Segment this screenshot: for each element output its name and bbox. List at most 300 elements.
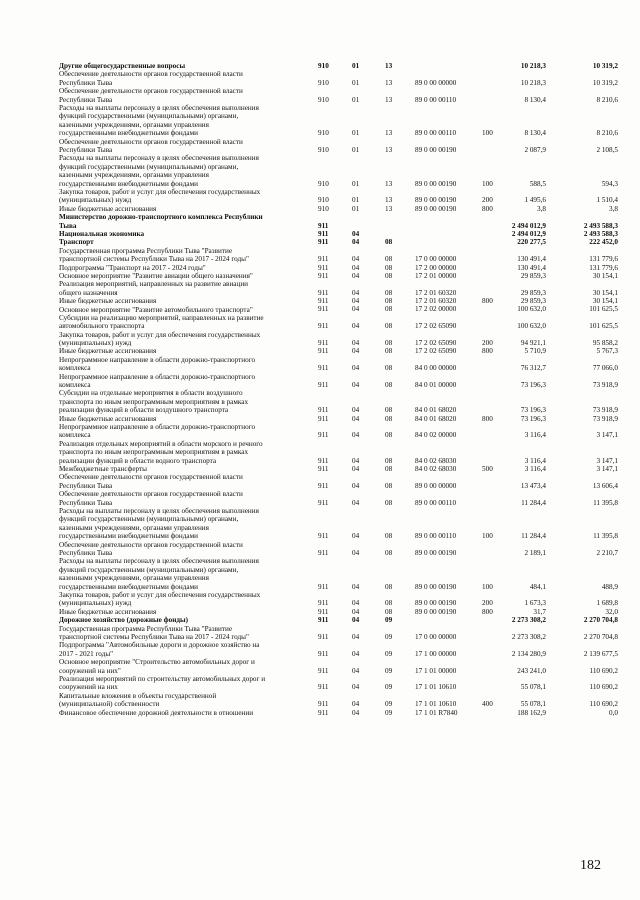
amount-year-1: 11 284,4 [521, 498, 546, 507]
row-description [59, 440, 311, 465]
subsection-code: 13 [385, 129, 393, 138]
subsection-code: 08 [385, 288, 393, 297]
table-row [0, 314, 640, 331]
subsection-code: 08 [385, 406, 393, 415]
amount-year-1: 100 632,0 [517, 322, 546, 331]
row-description-line: сооружений на них" [59, 666, 121, 675]
row-description [59, 347, 311, 355]
section-code: 04 [352, 616, 360, 625]
target-article-code: 84 0 02 68030 [415, 456, 457, 465]
amount-year-1: 3 116,4 [524, 465, 546, 474]
section-code: 04 [352, 632, 360, 641]
row-description [59, 188, 311, 205]
row-description-line: Другие общегосударственные вопросы [59, 62, 186, 70]
table-row [0, 347, 640, 355]
expense-type-code: 100 [482, 129, 493, 138]
row-description-line: Обеспечение деятельности органов государственной власти [59, 473, 243, 482]
department-code: 911 [318, 297, 329, 306]
amount-year-1: 55 078,1 [520, 700, 546, 709]
department-code: 911 [318, 381, 329, 390]
row-description-line: комплекса [59, 431, 91, 440]
expense-type-code: 800 [482, 297, 493, 306]
section-code: 04 [352, 700, 360, 709]
section-code: 04 [352, 339, 360, 348]
amount-year-2: 488,9 [601, 582, 618, 591]
expense-type-code: 500 [482, 465, 493, 474]
section-code: 04 [352, 288, 360, 297]
section-code: 04 [352, 481, 360, 490]
amount-year-2: 73 918,9 [592, 381, 618, 390]
row-description-line: Межбюджетные трансферты [59, 465, 147, 474]
amount-year-2: 131 779,6 [589, 255, 618, 264]
amount-year-2: 30 154,1 [592, 297, 618, 306]
table-row [0, 389, 640, 414]
amount-year-1: 10 218,3 [520, 78, 546, 87]
row-description-line: Реализация мероприятий по строительству автомобильных дорог и [59, 674, 266, 683]
subsection-code: 08 [385, 599, 393, 608]
target-article-code: 17 2 00 00000 [415, 263, 457, 272]
table-row [0, 331, 640, 348]
target-article-code: 17 1 01 00000 [415, 666, 457, 675]
row-description-line: транспорта по иным непрограммным мероприятиям в рамках [59, 397, 249, 406]
subsection-code: 13 [385, 179, 393, 188]
department-code: 911 [318, 288, 329, 297]
row-description-line: Непрограммное направление в области дорожно-транспортного [59, 355, 256, 364]
department-code: 911 [318, 221, 329, 230]
department-code: 911 [318, 708, 329, 717]
department-code: 910 [318, 179, 329, 188]
row-description-line: Капитальные вложения в объекты государственной [59, 691, 217, 700]
table-row [0, 625, 640, 642]
target-article-code: 84 0 00 00000 [415, 364, 457, 373]
amount-year-1: 2 189,1 [524, 549, 546, 557]
row-description [59, 641, 311, 658]
row-description-line: казенными учреждениями, органами управления [59, 120, 209, 129]
row-description-line: Иные бюджетные ассигнования [59, 297, 157, 306]
section-code: 04 [352, 582, 360, 591]
department-code: 911 [318, 364, 329, 373]
section-code: 04 [352, 406, 360, 415]
amount-year-2: 1 689,8 [596, 599, 618, 608]
department-code: 910 [318, 145, 329, 154]
row-description-line: Республики Тыва [59, 145, 113, 154]
row-description [59, 272, 311, 280]
row-description-line: Иные бюджетные ассигнования [59, 347, 157, 356]
subsection-code: 09 [385, 616, 393, 625]
row-description-line: Государственная программа Республики Тыва "Развитие [59, 246, 233, 255]
target-article-code: 89 0 00 00110 [415, 129, 457, 138]
row-description-line: Транспорт [59, 238, 94, 247]
amount-year-2: 8 210,6 [596, 95, 618, 104]
subsection-code: 13 [385, 145, 393, 154]
row-description-line: Тыва [59, 221, 77, 230]
row-description-line: Обеспечение деятельности органов государственной власти [59, 70, 243, 79]
amount-year-2: 2 139 677,5 [583, 649, 618, 658]
department-code: 911 [318, 700, 329, 709]
row-description [59, 70, 311, 87]
table-row [0, 415, 640, 423]
subsection-code: 08 [385, 364, 393, 373]
subsection-code: 13 [385, 95, 393, 104]
target-article-code: 89 0 00 00000 [415, 78, 457, 87]
row-description [59, 541, 311, 558]
row-description [59, 616, 311, 624]
table-row [0, 188, 640, 205]
department-code: 911 [318, 271, 329, 280]
subsection-code: 13 [385, 196, 393, 205]
row-description-line: Иные бюджетные ассигнования [59, 204, 157, 213]
row-description-line: комплекса [59, 364, 91, 373]
section-code: 01 [352, 145, 360, 154]
row-description-line: Расходы на выплаты персоналу в целях обеспечения выполнения [59, 557, 259, 566]
target-article-code: 89 0 00 00190 [415, 582, 457, 591]
row-description-line: реализации функций в области водного транспорта [59, 456, 217, 465]
row-description-line: 2017 - 2021 годы" [59, 649, 114, 658]
row-description [59, 62, 311, 70]
subsection-code: 09 [385, 683, 393, 692]
expense-type-code: 800 [482, 414, 493, 423]
department-code: 911 [318, 632, 329, 641]
section-code: 04 [352, 532, 360, 541]
row-description [59, 608, 311, 616]
amount-year-2: 110 690,2 [589, 666, 618, 675]
amount-year-2: 101 625,5 [589, 305, 618, 314]
row-description [59, 230, 311, 238]
section-code: 04 [352, 238, 360, 247]
row-description-line: Реализация отдельных мероприятий в области морского и речного [59, 439, 263, 448]
row-description-line: Финансовое обеспечение дорожной деятельности в отношении [59, 708, 254, 717]
row-description-line: функций государственными (муниципальными) органами, [59, 515, 239, 524]
amount-year-2: 8 210,6 [596, 129, 618, 138]
subsection-code: 09 [385, 649, 393, 658]
amount-year-1: 5 710,9 [524, 347, 546, 356]
row-description-line: Обеспечение деятельности органов государственной власти [59, 490, 243, 499]
amount-year-2: 32,0 [605, 607, 618, 616]
row-description [59, 423, 311, 440]
section-code: 01 [352, 204, 360, 213]
department-code: 911 [318, 607, 329, 616]
subsection-code: 13 [385, 78, 393, 87]
subsection-code: 13 [385, 61, 393, 70]
table-row [0, 616, 640, 624]
amount-year-1: 3 116,4 [524, 431, 546, 440]
table-row [0, 306, 640, 314]
row-description-line: транспортной системы Республики Тыва на 2017 - 2024 годы" [59, 632, 249, 641]
subsection-code: 08 [385, 582, 393, 591]
table-row [0, 641, 640, 658]
amount-year-1: 73 196,3 [520, 414, 546, 423]
amount-year-1: 3 116,4 [524, 456, 546, 465]
target-article-code: 17 2 01 60320 [415, 297, 457, 306]
row-description-line: Иные бюджетные ассигнования [59, 607, 157, 616]
table-row [0, 557, 640, 591]
row-description-line: Подпрограмма "Автомобильные дороги и дорожное хозяйство на [59, 641, 260, 650]
amount-year-2: 95 858,2 [592, 339, 618, 348]
subsection-code: 08 [385, 414, 393, 423]
section-code: 04 [352, 549, 360, 557]
row-description-line: Министерство дорожно-транспортного комплекса Республики [59, 213, 263, 222]
table-row [0, 104, 640, 138]
subsection-code: 08 [385, 381, 393, 390]
amount-year-1: 2 494 012,9 [511, 221, 546, 230]
row-description-line: государственными внебюджетными фондами [59, 179, 198, 188]
amount-year-2: 1 510,4 [596, 196, 618, 205]
amount-year-1: 2 273 308,2 [511, 616, 546, 625]
section-code: 04 [352, 364, 360, 373]
amount-year-2: 2 493 588,3 [583, 229, 618, 238]
table-row [0, 238, 640, 246]
row-description [59, 473, 311, 490]
amount-year-1: 2 087,9 [524, 145, 546, 154]
department-code: 911 [318, 456, 329, 465]
amount-year-2: 73 918,9 [592, 414, 618, 423]
target-article-code: 89 0 00 00190 [415, 196, 457, 205]
subsection-code: 08 [385, 339, 393, 348]
amount-year-2: 110 690,2 [589, 700, 618, 709]
table-row [0, 297, 640, 305]
row-description-line: Закупка товаров, работ и услуг для обеспечения государственных [59, 187, 261, 196]
row-description-line: Расходы на выплаты персоналу в целях обеспечения выполнения [59, 507, 259, 516]
department-code: 911 [318, 498, 329, 507]
row-description [59, 87, 311, 104]
table-row [0, 692, 640, 709]
row-description-line: Субсидии на реализацию мероприятий, направленных на развитие [59, 313, 264, 322]
amount-year-2: 10 319,2 [592, 61, 618, 70]
amount-year-2: 2 493 588,3 [583, 221, 618, 230]
row-description-line: (муниципальных) нужд [59, 196, 132, 205]
amount-year-1: 243 241,0 [517, 666, 546, 675]
row-description [59, 507, 311, 541]
subsection-code: 08 [385, 347, 393, 356]
target-article-code: 84 0 02 68030 [415, 465, 457, 474]
subsection-code: 09 [385, 632, 393, 641]
table-row [0, 356, 640, 373]
row-description-line: транспортной системы Республики Тыва на 2017 - 2024 годы" [59, 255, 249, 264]
row-description-line: Закупка товаров, работ и услуг для обеспечения государственных [59, 591, 261, 599]
department-code: 911 [318, 305, 329, 314]
expense-type-code: 100 [482, 532, 493, 541]
row-description-line: Республики Тыва [59, 481, 113, 490]
amount-year-1: 8 130,4 [524, 129, 546, 138]
amount-year-1: 1 495,6 [524, 196, 546, 205]
amount-year-1: 29 859,3 [520, 288, 546, 297]
section-code: 04 [352, 607, 360, 616]
target-article-code: 17 1 01 10610 [415, 683, 457, 692]
department-code: 911 [318, 616, 329, 625]
amount-year-1: 130 491,4 [517, 255, 546, 264]
row-description [59, 356, 311, 373]
row-description-line: автомобильного транспорта [59, 322, 145, 331]
row-description [59, 658, 311, 675]
amount-year-1: 55 078,1 [520, 683, 546, 692]
row-description-line: общего назначения [59, 288, 118, 297]
row-description-line: Республики Тыва [59, 95, 113, 104]
department-code: 910 [318, 129, 329, 138]
row-description-line: реализации функций в области воздушного транспорта [59, 406, 229, 415]
amount-year-1: 29 859,3 [520, 271, 546, 280]
row-description [59, 415, 311, 423]
department-code: 911 [318, 238, 329, 247]
section-code: 04 [352, 456, 360, 465]
expense-type-code: 200 [482, 196, 493, 205]
target-article-code: 17 0 00 00000 [415, 255, 457, 264]
row-description [59, 238, 311, 246]
target-article-code: 17 1 01 R7840 [415, 708, 458, 717]
department-code: 911 [318, 414, 329, 423]
row-description-line: Обеспечение деятельности органов государственной власти [59, 137, 243, 146]
table-row [0, 608, 640, 616]
department-code: 911 [318, 255, 329, 264]
row-description [59, 465, 311, 473]
amount-year-1: 31,7 [533, 607, 546, 616]
amount-year-2: 5 767,3 [596, 347, 618, 356]
amount-year-2: 77 066,0 [592, 364, 618, 373]
page-number: 182 [580, 858, 601, 873]
subsection-code: 08 [385, 549, 393, 557]
row-description [59, 264, 311, 272]
row-description [59, 373, 311, 390]
row-description-line: Расходы на выплаты персоналу в целях обеспечения выполнения [59, 103, 259, 112]
table-row [0, 541, 640, 558]
department-code: 911 [318, 666, 329, 675]
row-description-line: Закупка товаров, работ и услуг для обеспечения государственных [59, 330, 261, 339]
table-row [0, 213, 640, 230]
amount-year-1: 2 494 012,9 [511, 229, 546, 238]
department-code: 910 [318, 61, 329, 70]
amount-year-1: 10 218,3 [520, 61, 546, 70]
section-code: 04 [352, 708, 360, 717]
section-code: 04 [352, 599, 360, 608]
expense-type-code: 100 [482, 179, 493, 188]
department-code: 911 [318, 549, 329, 557]
amount-year-1: 73 196,3 [520, 406, 546, 415]
amount-year-2: 13 606,4 [592, 481, 618, 490]
row-description-line: Реализация мероприятий, направленных на развитие авиации [59, 280, 249, 289]
section-code: 04 [352, 322, 360, 331]
expense-type-code: 200 [482, 599, 493, 608]
department-code: 911 [318, 465, 329, 474]
section-code: 04 [352, 431, 360, 440]
table-row [0, 591, 640, 608]
section-code: 04 [352, 305, 360, 314]
row-description-line: Подпрограмма "Транспорт на 2017 - 2024 годы" [59, 263, 206, 272]
section-code: 04 [352, 297, 360, 306]
target-article-code: 89 0 00 00000 [415, 481, 457, 490]
department-code: 910 [318, 95, 329, 104]
section-code: 01 [352, 196, 360, 205]
section-code: 01 [352, 179, 360, 188]
table-row [0, 247, 640, 264]
section-code: 04 [352, 414, 360, 423]
target-article-code: 17 2 01 00000 [415, 271, 457, 280]
table-row [0, 709, 640, 717]
row-description-line: государственными внебюджетными фондами [59, 582, 198, 591]
table-row [0, 87, 640, 104]
row-description [59, 331, 311, 348]
row-description [59, 205, 311, 213]
row-description [59, 557, 311, 591]
expense-type-code: 800 [482, 204, 493, 213]
amount-year-2: 3,8 [609, 204, 618, 213]
row-description-line: Расходы на выплаты персоналу в целях обеспечения выполнения [59, 154, 259, 163]
row-description-line: Основное мероприятие "Строительство автомобильных дорог и [59, 658, 255, 667]
department-code: 911 [318, 683, 329, 692]
table-row [0, 70, 640, 87]
amount-year-1: 1 673,3 [524, 599, 546, 608]
row-description [59, 280, 311, 297]
section-code: 04 [352, 271, 360, 280]
amount-year-2: 110 690,2 [589, 683, 618, 692]
amount-year-1: 2 134 280,9 [511, 649, 546, 658]
target-article-code: 89 0 00 00190 [415, 204, 457, 213]
row-description [59, 389, 311, 414]
section-code: 04 [352, 498, 360, 507]
row-description-line: функций государственными (муниципальными) органами, [59, 565, 239, 574]
department-code: 911 [318, 599, 329, 608]
target-article-code: 89 0 00 00190 [415, 607, 457, 616]
amount-year-2: 11 395,8 [593, 498, 618, 507]
subsection-code: 08 [385, 297, 393, 306]
section-code: 01 [352, 61, 360, 70]
amount-year-1: 188 162,9 [517, 708, 546, 717]
section-code: 04 [352, 649, 360, 658]
department-code: 910 [318, 196, 329, 205]
target-article-code: 84 0 01 68020 [415, 406, 457, 415]
amount-year-2: 2 270 704,8 [583, 632, 618, 641]
row-description-line: комплекса [59, 381, 91, 390]
subsection-code: 09 [385, 666, 393, 675]
amount-year-1: 76 312,7 [520, 364, 546, 373]
amount-year-1: 2 273 308,2 [511, 632, 546, 641]
row-description-line: Республики Тыва [59, 78, 113, 87]
amount-year-2: 10 319,2 [592, 78, 618, 87]
row-description-line: Дорожное хозяйство (дорожные фонды) [59, 616, 188, 625]
row-description [59, 675, 311, 692]
subsection-code: 08 [385, 456, 393, 465]
amount-year-2: 3 147,1 [596, 431, 618, 440]
subsection-code: 08 [385, 271, 393, 280]
department-code: 911 [318, 431, 329, 440]
row-description-line: Субсидии на отдельные мероприятия в области воздушного [59, 389, 243, 398]
section-code: 04 [352, 683, 360, 692]
department-code: 911 [318, 649, 329, 658]
department-code: 911 [318, 347, 329, 356]
target-article-code: 17 2 02 65090 [415, 347, 457, 356]
row-description-line: Национальная экономика [59, 229, 145, 238]
table-row [0, 465, 640, 473]
row-description-line: Республики Тыва [59, 549, 113, 558]
subsection-code: 08 [385, 465, 393, 474]
section-code: 04 [352, 347, 360, 356]
row-description-line: Обеспечение деятельности органов государственной власти [59, 540, 243, 549]
table-row [0, 658, 640, 675]
amount-year-1: 94 921,1 [520, 339, 546, 348]
row-description [59, 490, 311, 507]
section-code: 04 [352, 465, 360, 474]
department-code: 910 [318, 78, 329, 87]
department-code: 911 [318, 263, 329, 272]
table-row [0, 440, 640, 465]
row-description-line: транспорта по иным непрограммным мероприятиям в рамках [59, 448, 249, 457]
section-code: 01 [352, 95, 360, 104]
department-code: 911 [318, 582, 329, 591]
subsection-code: 08 [385, 263, 393, 272]
row-description-line: казенными учреждениями, органами управления [59, 523, 209, 532]
table-row [0, 473, 640, 490]
table-row [0, 230, 640, 238]
subsection-code: 08 [385, 532, 393, 541]
row-description-line: Непрограммное направление в области дорожно-транспортного [59, 372, 256, 381]
